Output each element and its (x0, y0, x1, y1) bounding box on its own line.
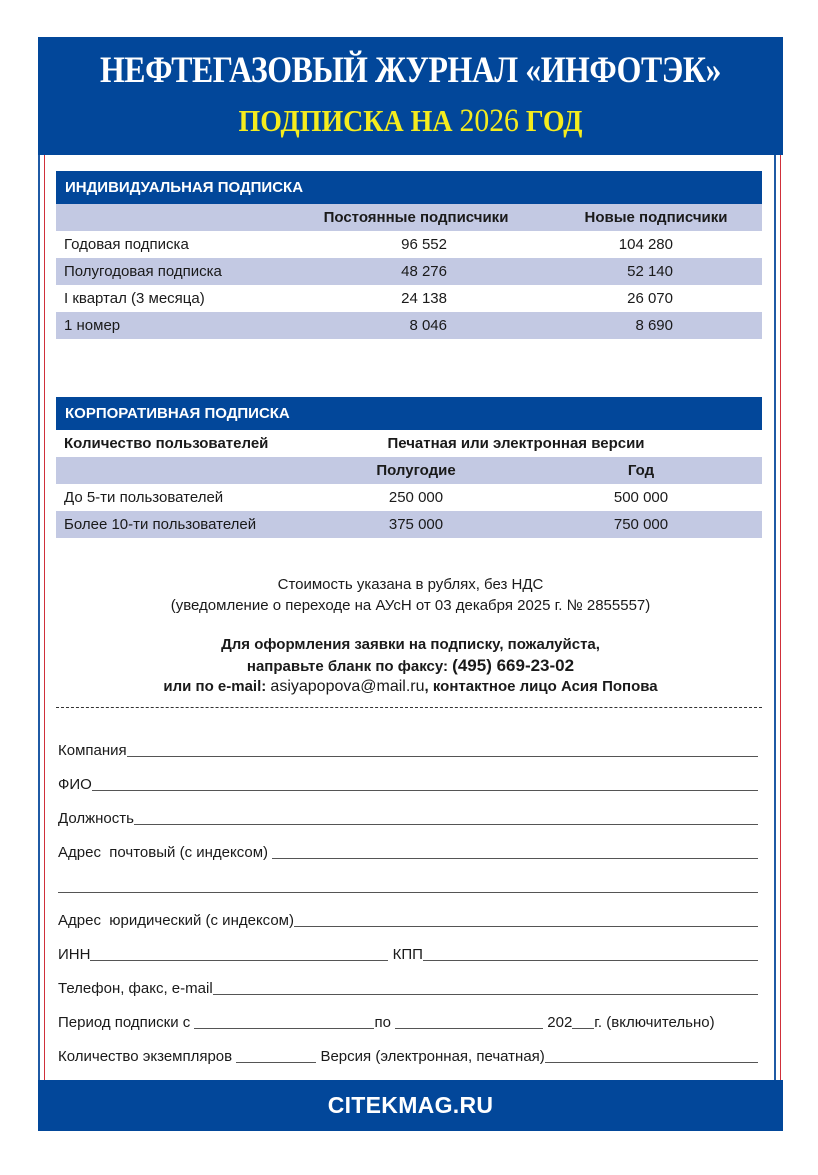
corporate-subscription-table (56, 397, 762, 538)
frame-border-left (38, 155, 40, 1080)
field-label: ФИО (58, 776, 92, 793)
price-year: 500 000 (613, 489, 669, 506)
frame-accent-right (780, 155, 781, 1080)
postal-address-field-line-2[interactable] (58, 875, 758, 893)
field-label: по (374, 1014, 396, 1031)
footer-banner (38, 1080, 783, 1131)
subscription-year: 2026 (459, 103, 519, 139)
version-field[interactable] (545, 1045, 758, 1063)
price-half-year: 250 000 (388, 489, 444, 506)
contact-line-1: Для оформления заявки на подписку, пожалуйста, (221, 636, 600, 653)
field-label: Адрес почтовый (с индексом) (58, 844, 273, 861)
price-regular: 8 046 (409, 317, 447, 334)
field-label: КПП (388, 946, 423, 963)
price-regular: 96 552 (401, 236, 447, 253)
form-row-inn-kpp (58, 931, 758, 965)
frame-accent-left (44, 155, 45, 1080)
table-row (56, 312, 762, 339)
price-new: 26 070 (627, 290, 673, 307)
form-row-postal-address (58, 829, 758, 863)
form-row-fio (58, 761, 758, 795)
form-row-copies-version (58, 1033, 758, 1067)
individual-subscription-table (56, 171, 762, 339)
row-label: I квартал (3 месяца) (64, 290, 205, 307)
table-row (56, 511, 762, 538)
contacts-field[interactable] (213, 977, 758, 995)
form-row-period (58, 999, 758, 1033)
header-banner (38, 37, 783, 155)
field-label: 202 (543, 1014, 573, 1031)
period-year-field[interactable] (572, 1011, 594, 1029)
table-row (56, 258, 762, 285)
subscription-year-title: ПОДПИСКА НА 2026 ГОД (238, 103, 583, 139)
fax-number: (495) 669-23-02 (452, 656, 575, 675)
field-label: Компания (58, 742, 127, 759)
form-row-postal-address-cont (58, 863, 758, 897)
company-field[interactable] (127, 739, 758, 757)
column-header: Новые подписчики (584, 209, 728, 226)
period-to-field[interactable] (395, 1011, 543, 1029)
table-row (56, 231, 762, 258)
row-label: Годовая подписка (64, 236, 189, 253)
price-half-year: 375 000 (388, 516, 444, 533)
inn-field[interactable] (90, 943, 388, 961)
kpp-field[interactable] (423, 943, 758, 961)
field-label: Версия (электронная, печатная) (316, 1048, 545, 1065)
field-label: Адрес юридический (с индексом) (58, 912, 294, 929)
row-label: Более 10-ти пользователей (64, 516, 257, 533)
section-heading: ИНДИВИДУАЛЬНАЯ ПОДПИСКА (56, 171, 762, 204)
field-label: ИНН (58, 946, 91, 963)
field-label: г. (включительно) (594, 1014, 715, 1031)
price-regular: 48 276 (401, 263, 447, 280)
column-header: Год (627, 462, 655, 479)
position-field[interactable] (134, 807, 758, 825)
legal-address-field[interactable] (294, 909, 758, 927)
form-row-company (58, 727, 758, 761)
section-heading: КОРПОРАТИВНАЯ ПОДПИСКА (56, 397, 762, 430)
price-new: 52 140 (627, 263, 673, 280)
form-row-position (58, 795, 758, 829)
column-header: Постоянные подписчики (323, 209, 509, 226)
contact-line-2: направьте бланк по факсу: (495) 669-23-02 (246, 656, 575, 675)
email-link[interactable]: asiyapopova@mail.ru (270, 678, 425, 695)
tax-note: (уведомление о переходе на АУсН от 03 декабря 2025 г. № 2855557) (170, 597, 651, 614)
field-label: Период подписки с (58, 1014, 195, 1031)
table-row (56, 285, 762, 312)
users-column-label: Количество пользователей (64, 435, 269, 452)
period-from-field[interactable] (194, 1011, 374, 1029)
field-label: Количество экземпляров (58, 1048, 237, 1065)
copies-field[interactable] (236, 1045, 316, 1063)
contact-line-3: или по e-mail: asiyapopova@mail.ru, контактное лицо Асия Попова (163, 678, 658, 695)
subscription-form-page (38, 37, 783, 1132)
table-header-row (56, 204, 762, 231)
table-header-row (56, 430, 762, 457)
order-form (58, 727, 758, 1067)
form-row-legal-address (58, 897, 758, 931)
form-row-contacts (58, 965, 758, 999)
version-column-label: Печатная или электронная версии (387, 435, 645, 452)
table-subheader-row (56, 457, 762, 484)
price-year: 750 000 (613, 516, 669, 533)
website-link[interactable]: CITEKMAG.RU (327, 1092, 494, 1118)
price-note: Стоимость указана в рублях, без НДС (277, 576, 544, 593)
column-header: Полугодие (376, 462, 456, 479)
row-label: 1 номер (64, 317, 121, 334)
price-new: 8 690 (635, 317, 673, 334)
postal-address-field[interactable] (272, 841, 758, 859)
row-label: Полугодовая подписка (64, 263, 222, 280)
journal-title: НЕФТЕГАЗОВЫЙ ЖУРНАЛ «ИНФОТЭК» (99, 50, 722, 91)
cut-line-divider (56, 707, 762, 708)
table-row (56, 484, 762, 511)
frame-border-right (774, 155, 776, 1080)
price-regular: 24 138 (401, 290, 447, 307)
field-label: Телефон, факс, e-mail (58, 980, 213, 997)
row-label: До 5-ти пользователей (64, 489, 224, 506)
field-label: Должность (58, 810, 134, 827)
fio-field[interactable] (92, 773, 758, 791)
price-new: 104 280 (618, 236, 673, 253)
